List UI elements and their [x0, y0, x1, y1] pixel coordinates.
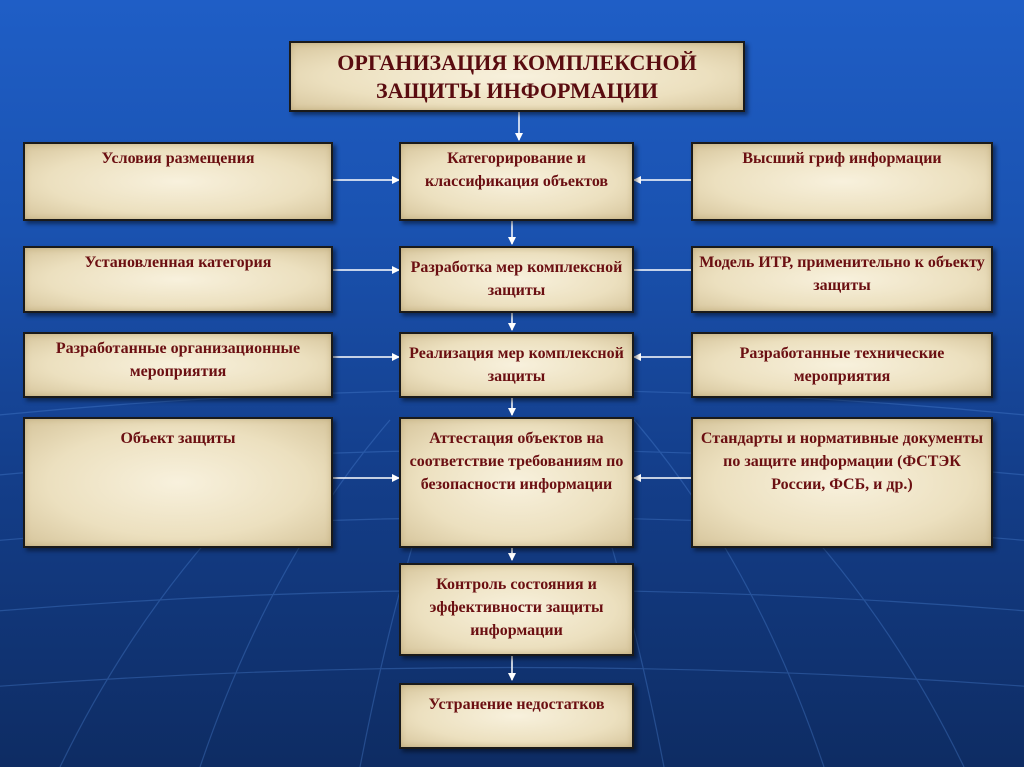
left-box-placement-conditions: Условия размещения: [23, 142, 333, 221]
center-box-control: Контроль состояния и эффективности защиты информации: [399, 563, 634, 656]
center-box-attestation: Аттестация объектов на соответствие требованиям по безопасности информации: [399, 417, 634, 548]
left-box-organizational-measures: Разработанные организационные мероприятия: [23, 332, 333, 398]
center-box-development: Разработка мер комплексной защиты: [399, 246, 634, 313]
center-box-categorization: Категорирование и классификация объектов: [399, 142, 634, 221]
right-box-standards: Стандарты и нормативные документы по защите информации (ФСТЭК России, ФСБ, и др.): [691, 417, 993, 548]
left-box-protected-object: Объект защиты: [23, 417, 333, 548]
right-box-technical-measures: Разработанные технические мероприятия: [691, 332, 993, 398]
left-box-established-category: Установленная категория: [23, 246, 333, 313]
right-box-highest-classification: Высший гриф информации: [691, 142, 993, 221]
diagram-title: ОРГАНИЗАЦИЯ КОМПЛЕКСНОЙ ЗАЩИТЫ ИНФОРМАЦИИ: [289, 41, 745, 112]
center-box-implementation: Реализация мер комплексной защиты: [399, 332, 634, 398]
center-box-elimination: Устранение недостатков: [399, 683, 634, 749]
right-box-itr-model: Модель ИТР, применительно к объекту защиты: [691, 246, 993, 313]
